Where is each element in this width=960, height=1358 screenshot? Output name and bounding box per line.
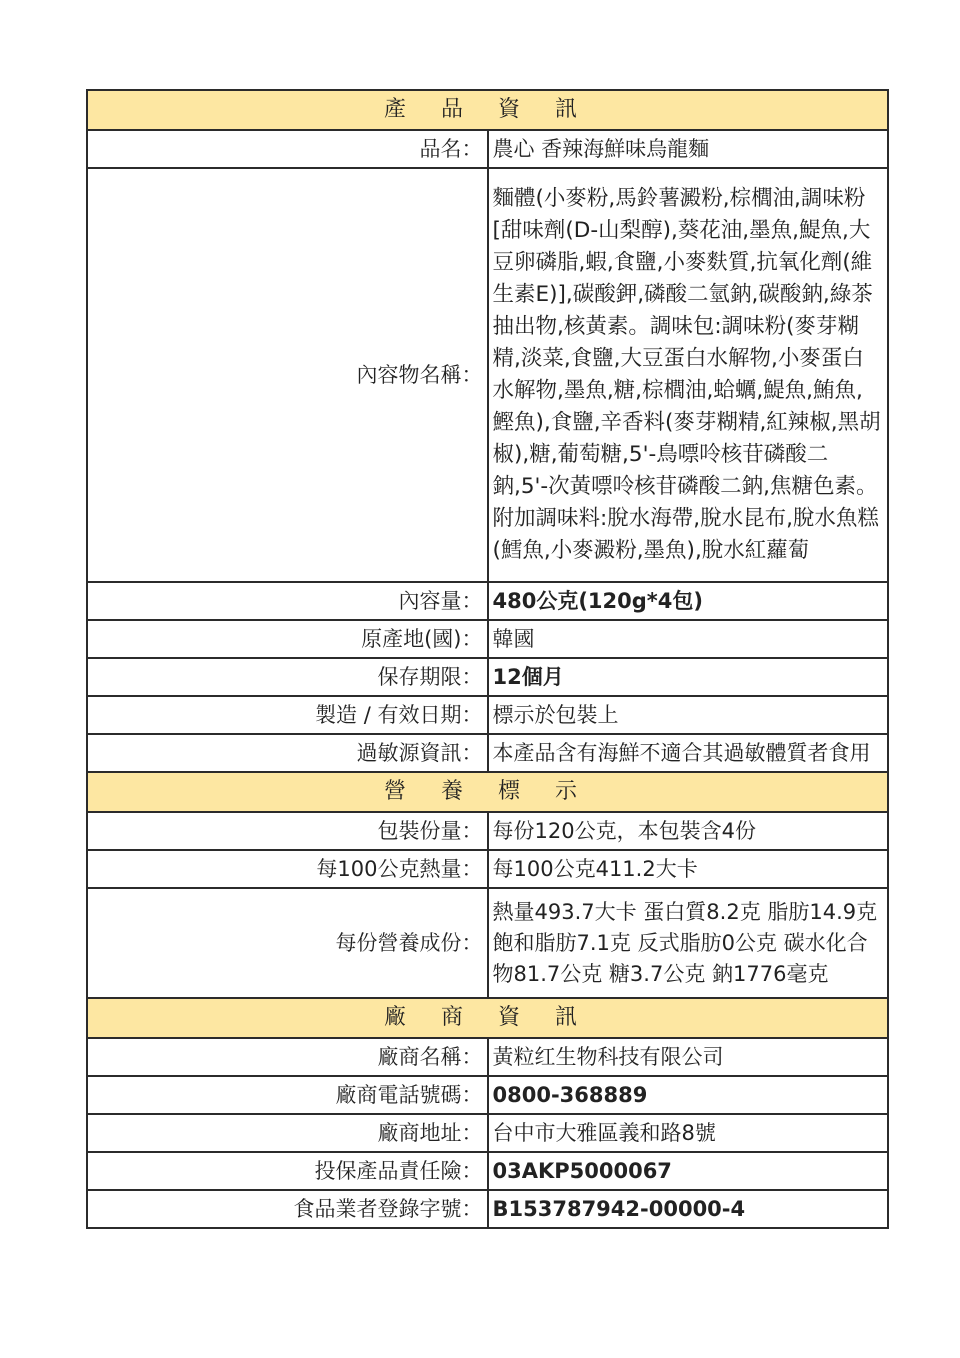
date-value: 標示於包裝上 <box>488 696 889 734</box>
vendor-name-row <box>87 1038 888 1076</box>
serving-row <box>87 812 888 850</box>
product-spec-sheet <box>86 89 889 1229</box>
product-spec-table <box>86 89 889 1229</box>
shelf-life-row <box>87 658 888 696</box>
vendor-address-value: 台中市大雅區義和路8號 <box>488 1114 889 1152</box>
net-content-value: 480公克(120g*4包) <box>488 582 889 620</box>
product-info-header: 產 品 資 訊 <box>87 90 888 130</box>
insurance-value: 03AKP5000067 <box>488 1152 889 1190</box>
per-serving-label: 每份營養成份： <box>87 888 488 998</box>
energy-row <box>87 850 888 888</box>
vendor-header: 廠 商 資 訊 <box>87 998 888 1038</box>
vendor-phone-row <box>87 1076 888 1114</box>
insurance-row <box>87 1152 888 1190</box>
vendor-name-label: 廠商名稱： <box>87 1038 488 1076</box>
registration-row <box>87 1190 888 1228</box>
energy-value: 每100公克411.2大卡 <box>488 850 889 888</box>
shelf-life-label: 保存期限： <box>87 658 488 696</box>
vendor-address-row <box>87 1114 888 1152</box>
per-serving-row <box>87 888 888 998</box>
serving-label: 包裝份量： <box>87 812 488 850</box>
net-content-row <box>87 582 888 620</box>
product-name-row <box>87 130 888 168</box>
serving-value: 每份120公克，本包裝含4份 <box>488 812 889 850</box>
shelf-life-value: 12個月 <box>488 658 889 696</box>
per-serving-value: 熱量493.7大卡 蛋白質8.2克 脂肪14.9克 飽和脂肪7.1克 反式脂肪0公克 碳水化合物81.7公克 糖3.7公克 鈉1776毫克 <box>488 888 889 998</box>
nutrition-header: 營 養 標 示 <box>87 772 888 812</box>
registration-value: B153787942-00000-4 <box>488 1190 889 1228</box>
section-header-row <box>87 90 888 130</box>
ingredients-value: 麵體(小麥粉,馬鈴薯澱粉,棕櫚油,調味粉[甜味劑(D-山梨醇),葵花油,墨魚,鯷魚,大豆卵磷脂,蝦,食鹽,小麥麩質,抗氧化劑(維生素E)],碳酸鉀,磷酸二氫鈉,碳酸鈉,綠茶抽出物,核黃素。調味包:調味粉(麥芽糊精,淡菜,食鹽,大豆蛋白水解物,小麥蛋白水解物,墨魚,糖,棕櫚油,蛤蠣,鯷魚,鮪魚,鰹魚),食鹽,辛香料(麥芽糊精,紅辣椒,黑胡椒),糖,葡萄糖,5'-鳥嘌呤核苷磷酸二鈉,5'-次黃嘌呤核苷磷酸二鈉,焦糖色素。附加調味料:脫水海帶,脫水昆布,脫水魚糕(鱈魚,小麥澱粉,墨魚),脫水紅蘿蔔 <box>488 168 889 582</box>
energy-label: 每100公克熱量： <box>87 850 488 888</box>
allergen-row <box>87 734 888 772</box>
registration-label: 食品業者登錄字號： <box>87 1190 488 1228</box>
vendor-name-value: 黃粒红生物科技有限公司 <box>488 1038 889 1076</box>
ingredients-row <box>87 168 888 582</box>
date-label: 製造 / 有效日期： <box>87 696 488 734</box>
allergen-value: 本產品含有海鮮不適合其過敏體質者食用 <box>488 734 889 772</box>
origin-value: 韓國 <box>488 620 889 658</box>
vendor-phone-value: 0800-368889 <box>488 1076 889 1114</box>
vendor-phone-label: 廠商電話號碼： <box>87 1076 488 1114</box>
ingredients-label: 內容物名稱： <box>87 168 488 582</box>
origin-row <box>87 620 888 658</box>
insurance-label: 投保產品責任險： <box>87 1152 488 1190</box>
vendor-header-row <box>87 998 888 1038</box>
vendor-address-label: 廠商地址： <box>87 1114 488 1152</box>
net-content-label: 內容量： <box>87 582 488 620</box>
origin-label: 原產地(國)： <box>87 620 488 658</box>
date-row <box>87 696 888 734</box>
nutrition-header-row <box>87 772 888 812</box>
allergen-label: 過敏源資訊： <box>87 734 488 772</box>
product-name-label: 品名： <box>87 130 488 168</box>
product-name-value: 農心 香辣海鮮味烏龍麵 <box>488 130 889 168</box>
